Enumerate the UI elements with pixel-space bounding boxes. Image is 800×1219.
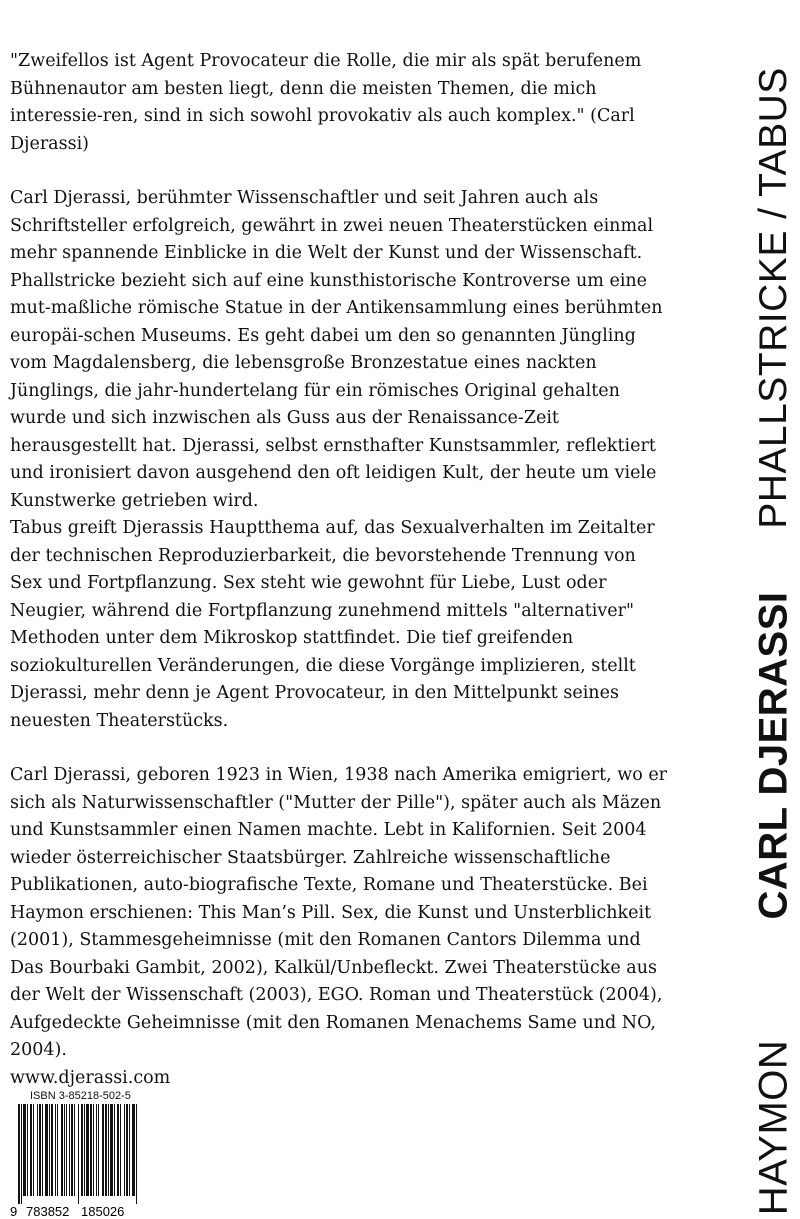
book-title: PHALLSTRICKE / TABUS (752, 67, 795, 529)
barcode-bar (102, 1104, 104, 1196)
barcode-bar (136, 1104, 137, 1204)
barcode-bar (105, 1104, 107, 1196)
isbn-label: ISBN 3-85218-502-5 (30, 1090, 131, 1102)
author-bio: Carl Djerassi, geboren 1923 in Wien, 1938 nach Amerika emigriert, wo er sich als Naturwissenschaftler ("Mutter der Pille"), später auch als Mäzen und Kunstsammler einen Namen machte. Lebt in Kalifornien. Seit 2004 wieder österreichischer Staatsbürger. Zahlreiche wissenschaftliche Publikationen, auto-biografische Texte, Romane und Theaterstücke. Bei Haymon erschienen: This Man’s Pill. Sex, die Kunst und Unsterblichkeit (2001), Stammesgeheimnisse (mit den Romanen Cantors Dilemma und Das Bourbaki Gambit, 2002), Kalkül/Unbefleckt. Zwei Theaterstücke aus der Welt der Wissenschaft (2003), EGO. Roman und Theaterstück (2004), Aufgedeckte Geheimnisse (mit den Romanen Menachems Same und NO, 2004). (10, 765, 668, 1060)
back-cover-text (10, 48, 672, 1092)
barcode-bar (114, 1104, 115, 1196)
barcode (8, 1088, 144, 1218)
barcode-bar (86, 1104, 89, 1196)
author-name: CARL DJERASSI (751, 591, 796, 920)
barcode-bar (108, 1104, 109, 1196)
barcode-bar (96, 1104, 97, 1196)
tabus-paragraph: Tabus greift Djerassis Hauptthema auf, das Sexualverhalten im Zeitalter der technischen Reproduzierbarkeit, die bevorstehende Trennung von Sex und Fortpflanzung. Sex steht wie gewohnt für Liebe, Lust oder Neugier, während die Fortpflanzung zunehmend mittels "alternativer" Methoden unter dem Mikroskop stattfindet. Die tief greifenden soziokulturellen Veränderungen, die diese Vorgänge implizieren, stellt Djerassi, mehr denn je Agent Provocateur, in den Mittelpunkt seines neuesten Theaterstücks. (10, 518, 655, 731)
barcode-bar (84, 1104, 85, 1196)
barcode-bar (124, 1104, 125, 1196)
barcode-bar (51, 1104, 53, 1196)
intro-paragraph: Carl Djerassi, berühmter Wissenschaftler und seit Jahren auch als Schriftsteller erfolgreich, gewährt in zwei neuen Theaterstücken einmal mehr spannende Einblicke in die Welt der Kunst und der Wissenschaft. (10, 188, 654, 263)
barcode-bar (81, 1104, 83, 1196)
barcode-bar (57, 1104, 58, 1196)
barcode-bar (74, 1104, 75, 1196)
barcode-bar (129, 1104, 130, 1196)
barcode-bar (23, 1104, 26, 1196)
book-spine (748, 0, 800, 1219)
barcode-bar (110, 1104, 113, 1196)
author-quote: "Zweifellos ist Agent Provocateur die Rolle, die mir als spät berufenem Bühnenautor am besten liegt, denn die meisten Themen, die mich interessie-ren, sind in sich sowohl provokativ als auch komplex." (Carl Djerassi) (10, 51, 642, 154)
barcode-bar (93, 1104, 94, 1196)
barcode-bar (90, 1104, 92, 1196)
barcode-bar (117, 1104, 119, 1196)
barcode-bar (37, 1104, 38, 1196)
barcode-first-digit: 9 (10, 1204, 18, 1218)
barcode-bar (45, 1104, 48, 1196)
barcode-bar (98, 1104, 99, 1196)
barcode-group-2: 185026 (81, 1204, 125, 1218)
publisher-name: HAYMON (751, 1039, 796, 1216)
barcode-bar (18, 1104, 20, 1204)
barcode-bar (78, 1104, 79, 1204)
barcode-bar (66, 1104, 67, 1196)
barcode-bar (132, 1104, 135, 1196)
barcode-bar (30, 1104, 32, 1196)
phallstricke-paragraph: Phallstricke bezieht sich auf eine kunsthistorische Kontroverse um eine mut-maßliche römische Statue in der Antikensammlung eines berühmten europäi-schen Museums. Es geht dabei um den so genannten Jüngling vom Magdalensberg, die lebensgroße Bronzestatue eines nackten Jünglings, die jahr-hundertelang für ein römisches Original gehalten wurde und sich inzwischen als Guss aus der Renaissance-Zeit herausgestellt hat. Djerassi, selbst ernsthafter Kunstsammler, reflektiert und ironisiert davon ausgehend den oft leidigen Kult, der heute um viele Kunstwerke getrieben wird. (10, 270, 663, 511)
barcode-bar (64, 1104, 65, 1196)
barcode-bar (33, 1104, 34, 1196)
barcode-bar (61, 1104, 63, 1196)
barcode-bar (42, 1104, 43, 1196)
barcode-bar (71, 1104, 73, 1196)
barcode-bar (49, 1104, 50, 1196)
barcode-bar (39, 1104, 41, 1196)
author-website: www.djerassi.com (10, 1067, 171, 1088)
barcode-bar (69, 1104, 70, 1196)
barcode-bar (21, 1104, 22, 1204)
barcode-bar (55, 1104, 56, 1196)
barcode-group-1: 783852 (26, 1204, 70, 1218)
barcode-bar (126, 1104, 128, 1196)
barcode-bar (120, 1104, 121, 1196)
barcode-bar (27, 1104, 28, 1196)
